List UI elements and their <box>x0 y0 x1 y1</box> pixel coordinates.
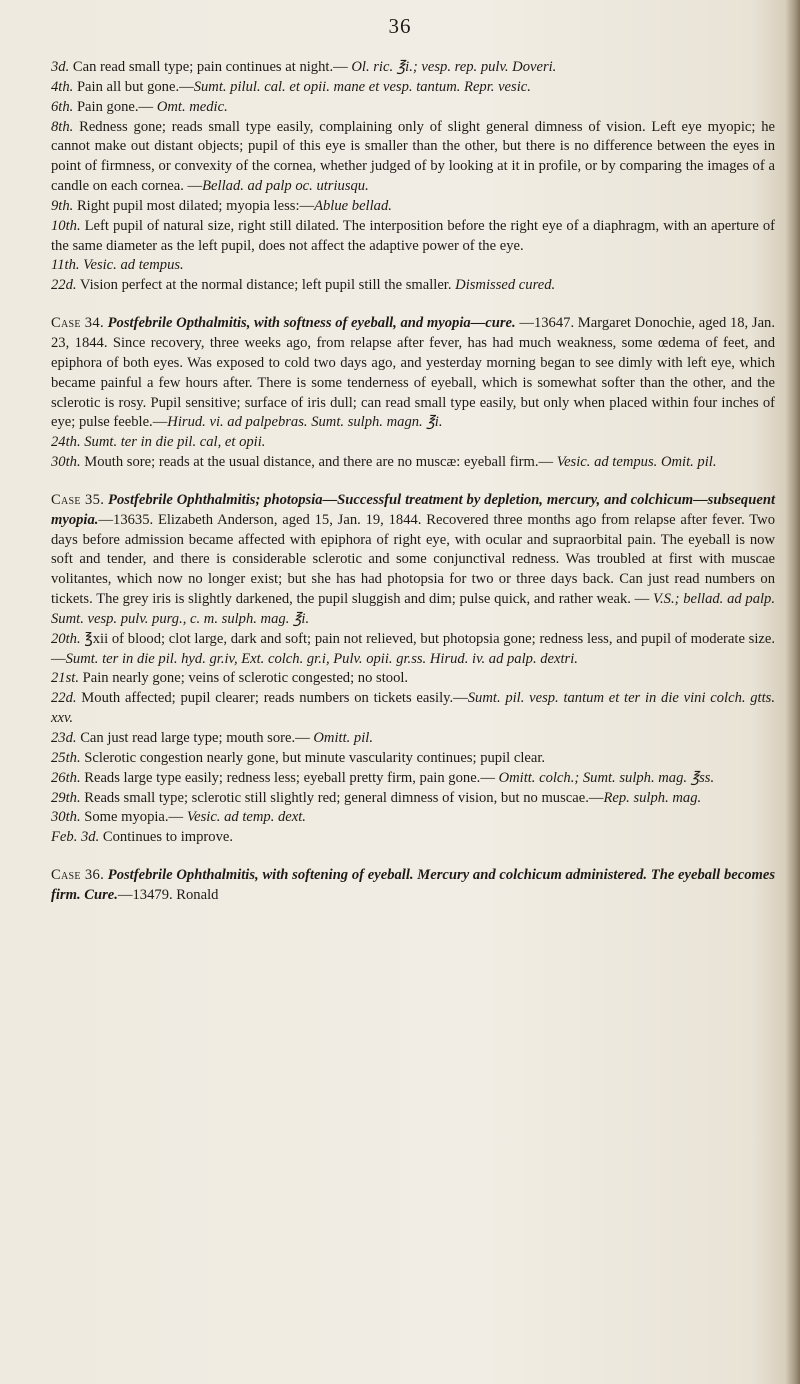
entry-8th: 8th. Redness gone; reads small type easily, complaining only of slight general dimness of vision. Left eye myopic; he cannot make out distant objects; pupil of this eye is smaller than the other, but there is no difference between the eyes in point of firmness, or convexity of the cornea, whether judged of by looking at it in profile, or by comparing the images of a candle on each cornea. —Bellad. ad palp oc. utriusqu. <box>51 118 775 195</box>
case-35-entry-21st: 21st. Pain nearly gone; veins of sclerotic congested; no stool. <box>51 670 409 687</box>
case-35-entry-feb-3d: Feb. 3d. Continues to improve. <box>51 829 234 846</box>
case-34-entry-30th: 30th. Mouth sore; reads at the usual distance, and there are no muscæ: eyeball firm.— Vesic. ad tempus. Omit. pil. <box>51 454 717 471</box>
case-35-entry-23d: 23d. Can just read large type; mouth sore.— Omitt. pil. <box>51 730 373 746</box>
case-35-entry-26th: 26th. Reads large type easily; redness less; eyeball pretty firm, pain gone.— Omitt. colch.; Sumt. sulph. mag. ℥ss. <box>51 769 715 786</box>
case-35-entry-20th: 20th. ℥xii of blood; clot large, dark and soft; pain not relieved, but photopsia gone; redness less, and pupil of moderate size.—Sumt. ter in die pil. hyd. gr.iv, Ext. colch. gr.i, Pulv. opii. gr.ss. Hirud. iv. ad palp. dextri. <box>51 630 775 667</box>
page-edge-shadow <box>786 0 800 1384</box>
case-35-entry-30th: 30th. Some myopia.— Vesic. ad temp. dext. <box>51 809 306 826</box>
entry-4th: 4th. Pain all but gone.—Sumt. pilul. cal. et opii. mane et vesp. tantum. Repr. vesic. <box>51 78 531 95</box>
case-35-heading: Case 35. Postfebrile Ophthalmitis; photopsia—Successful treatment by depletion, mercury, and colchicum—subsequent myopia.—13635. Elizabeth Anderson, aged 15, Jan. 19, 1844. Recovered three months ago from relapse after fever. Two days before admission became affected with epiphora of right eye, with ocular and supraorbital pain. The eyeball is now soft and tender, and there is considerable sclerotic and some conjunctival redness. Was troubled at first with muscae volitantes, which now no longer exist; but she has had photopsia for two or three days back. Can just read numbers on tickets. The grey iris is slightly darkened, the pupil sluggish and dim; pulse quick, and rather weak. — V.S.; bellad. ad palp. Sumt. vesp. pulv. purg., c. m. sulph. mag. ℥i. <box>51 491 775 627</box>
page-body <box>51 58 775 906</box>
entry-11th: 11th. Vesic. ad tempus. <box>51 257 184 274</box>
entry-3d: 3d. Can read small type; pain continues at night.— Ol. ric. ℥i.; vesp. rep. pulv. Doveri. <box>51 59 557 75</box>
case-35-entry-29th: 29th. Reads small type; sclerotic still slightly red; general dimness of vision, but no muscae.—Rep. sulph. mag. <box>51 789 702 806</box>
case-36-heading: Case 36. Postfebrile Ophthalmitis, with softening of eyeball. Mercury and colchicum administered. The eyeball becomes firm. Cure.—13479. Ronald <box>51 867 775 903</box>
entry-10th: 10th. Left pupil of natural size, right still dilated. The interposition before the right eye of a diaphragm, with an aperture of the same diameter as the left pupil, does not affect the adaptive power of the eye. <box>51 217 775 254</box>
entry-6th: 6th. Pain gone.— Omt. medic. <box>51 98 228 115</box>
case-34-entry-24th: 24th. Sumt. ter in die pil. cal, et opii. <box>51 434 266 451</box>
case-34-heading: Case 34. Postfebrile Opthalmitis, with softness of eyeball, and myopia—cure. —13647. Margaret Donochie, aged 18, Jan. 23, 1844. Since recovery, three weeks ago, from relapse after fever, has had much weakness, some œdema of feet, and epiphora of both eyes. Was exposed to cold two days ago, and yesterday morning began to see dimly with left eye, which became painful a few hours after. There is some tenderness of eyeball, which is somewhat softer than the other, and the sclerotic is rosy. Pupil sensitive; surface of iris dull; can read small type easily, but only when placed within four inches of eye; pulse feeble.—Hirud. vi. ad palpebras. Sumt. sulph. magn. ℥i. <box>51 315 775 431</box>
case-35-entry-22d: 22d. Mouth affected; pupil clearer; reads numbers on tickets easily.—Sumt. pil. vesp. tantum et ter in die vini colch. gtts. xxv. <box>51 690 775 727</box>
entry-9th: 9th. Right pupil most dilated; myopia less:—Ablue bellad. <box>51 197 392 214</box>
case-35-entry-25th: 25th. Sclerotic congestion nearly gone, but minute vascularity continues; pupil clear. <box>51 749 546 766</box>
page-number: 36 <box>388 14 412 38</box>
entry-22d: 22d. Vision perfect at the normal distance; left pupil still the smaller. Dismissed cured. <box>51 277 556 294</box>
